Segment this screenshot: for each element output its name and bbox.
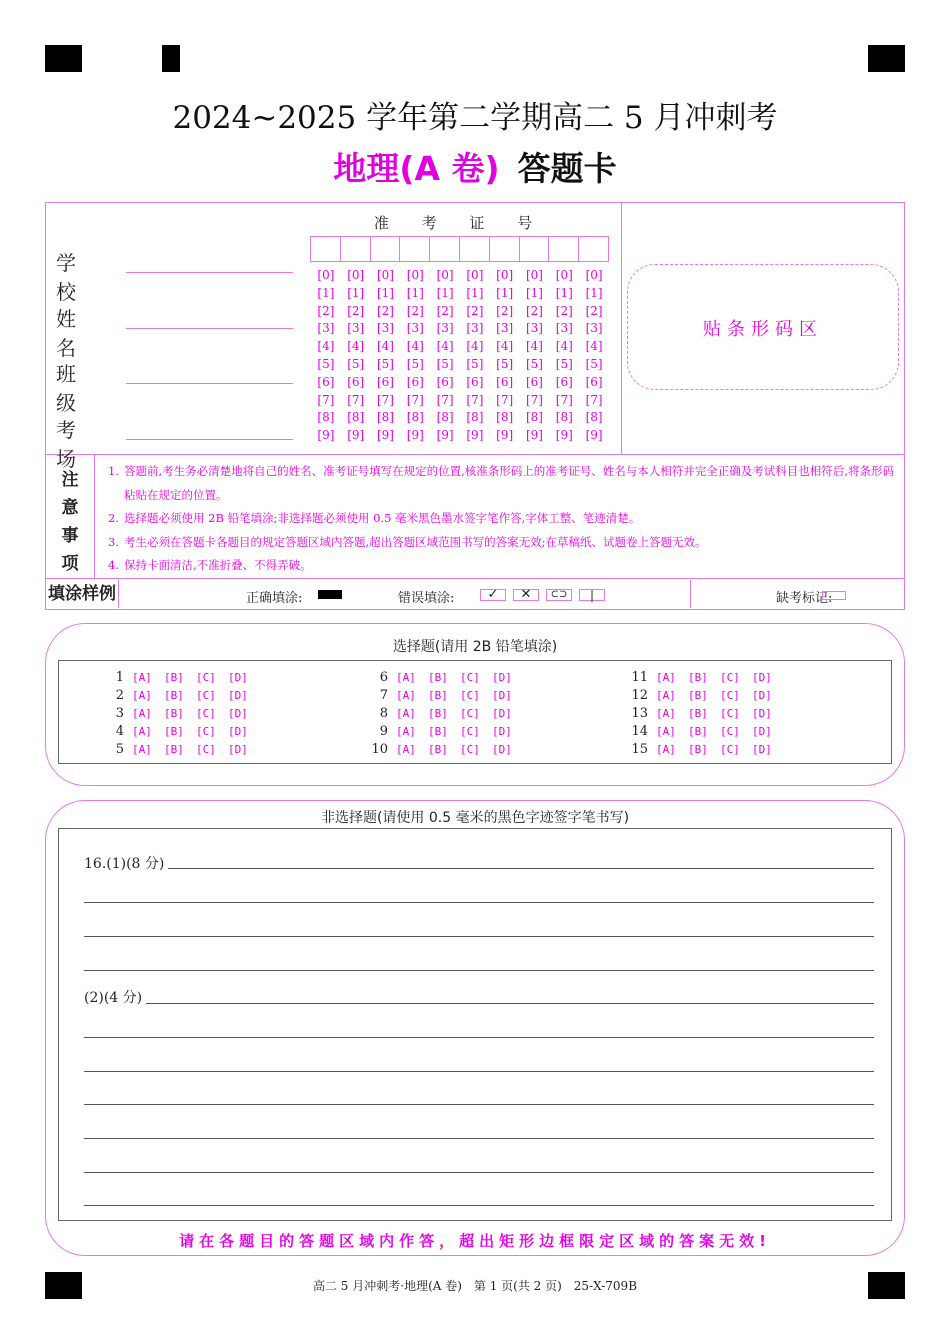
mcq-option-bubble[interactable]: [A] <box>656 706 676 720</box>
exam-id-bubble[interactable]: [4] <box>376 339 394 354</box>
mcq-question-number: 8 <box>379 705 388 721</box>
mcq-option-bubble[interactable]: [D] <box>228 725 248 739</box>
exam-id-bubble[interactable]: [4] <box>555 339 573 354</box>
exam-id-bubble[interactable]: [2] <box>317 303 335 318</box>
mcq-option-bubble[interactable]: [D] <box>492 725 512 739</box>
exam-id-digit-row <box>311 375 609 393</box>
barcode-label: 贴条形码区 <box>703 319 823 340</box>
exam-id-bubble[interactable]: [4] <box>496 339 514 354</box>
exam-id-bubble[interactable]: [0] <box>466 268 484 282</box>
notes-label-char: 项 <box>61 554 79 574</box>
exam-id-bubble[interactable]: [3] <box>466 321 484 336</box>
mcq-option-bubble[interactable]: [D] <box>492 688 512 702</box>
mcq-option-bubble[interactable]: [A] <box>132 706 152 720</box>
mcq-option-bubble[interactable]: [D] <box>752 743 772 757</box>
question-16-1-label: 16.(1)(8 分) <box>84 853 168 873</box>
wrong-fill-label: 错误填涂: <box>398 591 455 606</box>
mcq-question-row <box>100 704 260 722</box>
exam-id-bubble[interactable]: [2] <box>466 303 484 318</box>
note-index: 4. <box>108 558 119 572</box>
notes-label-char: 事 <box>61 526 79 546</box>
page-footer: 高二 5 月冲刺考·地理(A 卷) 第 1 页(共 2 页) 25-X-709B <box>312 1279 638 1293</box>
mcq-option-bubble[interactable]: [C] <box>720 706 740 720</box>
school-label: 学 校 <box>56 251 98 304</box>
registration-mark-top-center <box>162 45 180 72</box>
exam-id-bubble[interactable]: [2] <box>347 303 365 318</box>
exam-id-bubble[interactable]: [8] <box>436 410 454 425</box>
mcq-option-bubble[interactable]: [C] <box>460 725 480 739</box>
exam-id-bubble[interactable]: [5] <box>585 356 603 371</box>
exam-id-bubble[interactable]: [2] <box>555 303 573 318</box>
exam-id-digit-row <box>311 339 609 357</box>
mcq-option-bubble[interactable]: [B] <box>428 743 448 757</box>
exam-id-bubble[interactable]: [8] <box>376 410 394 425</box>
mcq-option-bubble[interactable]: [D] <box>492 670 512 684</box>
mcq-option-bubble[interactable]: [C] <box>196 743 216 757</box>
note-index: 1. <box>108 464 119 478</box>
exam-id-bubble[interactable]: [5] <box>555 356 573 371</box>
mcq-option-bubble[interactable]: [B] <box>428 725 448 739</box>
mcq-option-bubble[interactable]: [A] <box>656 688 676 702</box>
exam-id-bubble[interactable]: [9] <box>347 428 365 443</box>
exam-id-bubble[interactable]: [0] <box>496 268 514 282</box>
mcq-question-number: 1 <box>115 669 124 685</box>
mcq-option-bubble[interactable]: [B] <box>428 706 448 720</box>
mcq-option-bubble[interactable]: [A] <box>132 743 152 757</box>
exam-id-bubble[interactable]: [9] <box>436 428 454 443</box>
notes-label-char: 意 <box>61 498 79 518</box>
exam-id-digit-row <box>311 321 609 339</box>
answer-line[interactable] <box>84 1071 874 1072</box>
exam-id-bubble[interactable]: [9] <box>525 428 543 443</box>
mcq-option-bubble[interactable]: [C] <box>196 688 216 702</box>
mcq-question-row <box>100 668 260 686</box>
exam-id-bubble[interactable]: [4] <box>585 339 603 354</box>
exam-id-bubble[interactable]: [4] <box>436 339 454 354</box>
info-divider-middle <box>45 454 905 455</box>
exam-id-bubble[interactable]: [7] <box>555 392 573 407</box>
mcq-option-bubble[interactable]: [A] <box>396 725 416 739</box>
mcq-option-bubble[interactable]: [B] <box>164 670 184 684</box>
mcq-option-bubble[interactable]: [A] <box>132 725 152 739</box>
notes-list <box>108 460 898 578</box>
exam-id-bubble[interactable]: [9] <box>317 428 335 443</box>
exam-id-bubble[interactable]: [8] <box>466 410 484 425</box>
exam-id-bubble-grid[interactable] <box>311 268 609 446</box>
exam-id-bubble[interactable]: [6] <box>436 374 454 389</box>
exam-id-bubble[interactable]: [8] <box>496 410 514 425</box>
mcq-option-bubble[interactable]: [D] <box>492 706 512 720</box>
exam-id-bubble[interactable]: [4] <box>347 339 365 354</box>
exam-id-bubble[interactable]: [5] <box>525 356 543 371</box>
exam-id-bubble[interactable]: [6] <box>525 374 543 389</box>
mcq-option-bubble[interactable]: [A] <box>396 670 416 684</box>
mcq-option-bubble[interactable]: [D] <box>228 706 248 720</box>
exam-id-bubble[interactable]: [7] <box>347 392 365 407</box>
mcq-option-bubble[interactable]: [C] <box>460 706 480 720</box>
fill-sample-label: 填涂样例 <box>46 580 119 608</box>
exam-id-bubble[interactable]: [1] <box>585 285 603 300</box>
exam-id-bubble[interactable]: [5] <box>496 356 514 371</box>
mcq-option-bubble[interactable]: [D] <box>752 706 772 720</box>
exam-id-bubble[interactable]: [1] <box>466 285 484 300</box>
subject-name: 地理(A 卷) <box>333 149 500 188</box>
exam-id-bubble[interactable]: [2] <box>525 303 543 318</box>
exam-id-bubble[interactable]: [1] <box>496 285 514 300</box>
exam-id-bubble[interactable]: [9] <box>496 428 514 443</box>
mcq-option-bubble[interactable]: [C] <box>720 725 740 739</box>
wrong-fill-circle-icon: ⊂⊃ <box>546 589 572 601</box>
exam-id-digit-row <box>311 304 609 322</box>
mcq-option-bubble[interactable]: [A] <box>132 670 152 684</box>
exam-id-bubble[interactable]: [3] <box>317 321 335 336</box>
mcq-option-bubble[interactable]: [C] <box>460 688 480 702</box>
mcq-question-row <box>100 686 260 704</box>
exam-id-bubble[interactable]: [1] <box>555 285 573 300</box>
mcq-option-bubble[interactable]: [B] <box>164 725 184 739</box>
mcq-question-number: 4 <box>115 724 124 740</box>
fill-sample-row <box>46 580 904 608</box>
info-divider-lower <box>45 578 905 579</box>
mcq-question-number: 2 <box>115 687 124 703</box>
absent-section-divider <box>690 580 691 608</box>
exam-id-bubble[interactable]: [9] <box>466 428 484 443</box>
mcq-option-bubble[interactable]: [D] <box>492 743 512 757</box>
exam-id-bubble[interactable]: [6] <box>406 374 424 389</box>
exam-id-bubble[interactable]: [9] <box>376 428 394 443</box>
exam-id-bubble[interactable]: [7] <box>406 392 424 407</box>
exam-id-bubble[interactable]: [4] <box>406 339 424 354</box>
exam-id-bubble[interactable]: [7] <box>376 392 394 407</box>
note-text: 保持卡面清洁,不准折叠、不得弄破。 <box>124 558 312 572</box>
class-field[interactable] <box>56 358 126 416</box>
registration-mark-top-right <box>868 45 905 72</box>
answer-line[interactable] <box>84 1138 874 1139</box>
exam-id-bubble[interactable]: [3] <box>406 321 424 336</box>
mcq-option-bubble[interactable]: [A] <box>132 688 152 702</box>
card-label: 答题卡 <box>517 149 617 188</box>
exam-id-bubble[interactable]: [0] <box>585 268 603 282</box>
mcq-option-bubble[interactable]: [C] <box>196 670 216 684</box>
mcq-option-bubble[interactable]: [B] <box>688 688 708 702</box>
exam-id-bubble[interactable]: [7] <box>496 392 514 407</box>
wrong-fill-bar-icon: | <box>579 589 605 601</box>
exam-id-bubble[interactable]: [8] <box>585 410 603 425</box>
note-item <box>108 554 898 578</box>
mcq-option-bubble[interactable]: [B] <box>428 670 448 684</box>
mcq-option-bubble[interactable]: [B] <box>164 688 184 702</box>
exam-id-bubble[interactable]: [4] <box>525 339 543 354</box>
exam-id-bubble[interactable]: [5] <box>347 356 365 371</box>
question-16-2-label: (2)(4 分) <box>84 987 146 1007</box>
exam-id-digit-row <box>311 428 609 446</box>
exam-id-bubble[interactable]: [4] <box>317 339 335 354</box>
mcq-option-bubble[interactable]: [C] <box>720 688 740 702</box>
exam-id-bubble[interactable]: [8] <box>406 410 424 425</box>
note-item <box>108 531 898 555</box>
exam-id-bubble[interactable]: [4] <box>466 339 484 354</box>
wrong-fill-cross-icon: ✕ <box>513 589 539 601</box>
exam-id-bubble[interactable]: [2] <box>376 303 394 318</box>
correct-fill-label: 正确填涂: <box>246 591 303 606</box>
exam-id-digit-row <box>311 410 609 428</box>
exam-id-bubble[interactable]: [0] <box>406 268 424 282</box>
exam-id-bubble[interactable]: [7] <box>525 392 543 407</box>
written-title: 非选择题(请使用 0.5 毫米的黑色字迹签字笔书写) <box>320 810 630 826</box>
exam-id-bubble[interactable]: [9] <box>555 428 573 443</box>
mcq-question-row <box>364 686 524 704</box>
mcq-question-row <box>100 723 260 741</box>
mcq-question-number: 6 <box>379 669 388 685</box>
answer-line[interactable] <box>84 1205 874 1206</box>
notes-label <box>46 455 95 578</box>
exam-id-bubble[interactable]: [7] <box>317 392 335 407</box>
answer-line[interactable] <box>84 868 874 869</box>
exam-id-bubble[interactable]: [9] <box>406 428 424 443</box>
exam-id-bubble[interactable]: [3] <box>525 321 543 336</box>
exam-id-bubble[interactable]: [7] <box>585 392 603 407</box>
mcq-question-row <box>364 723 524 741</box>
mcq-option-bubble[interactable]: [D] <box>228 688 248 702</box>
exam-id-bubble[interactable]: [7] <box>436 392 454 407</box>
exam-id-bubble[interactable]: [0] <box>376 268 394 282</box>
exam-id-bubble[interactable]: [0] <box>555 268 573 282</box>
mcq-option-bubble[interactable]: [C] <box>720 670 740 684</box>
wrong-fill-check-icon: ✓ <box>480 589 506 601</box>
exam-id-bubble[interactable]: [7] <box>466 392 484 407</box>
mcq-question-number: 3 <box>115 705 124 721</box>
mcq-question-row <box>364 704 524 722</box>
mcq-option-bubble[interactable]: [A] <box>656 725 676 739</box>
mcq-option-bubble[interactable]: [B] <box>688 670 708 684</box>
mcq-column <box>624 668 784 759</box>
page-title: 2024~2025 学年第二学期高二 5 月冲刺考 <box>172 100 778 136</box>
exam-id-bubble[interactable]: [6] <box>496 374 514 389</box>
mcq-option-bubble[interactable]: [D] <box>752 670 772 684</box>
exam-id-bubble[interactable]: [3] <box>436 321 454 336</box>
exam-id-boxes[interactable] <box>311 236 609 262</box>
answer-line[interactable] <box>84 936 874 937</box>
mcq-option-bubble[interactable]: [C] <box>196 725 216 739</box>
class-label: 班 级 <box>56 362 98 415</box>
mcq-option-bubble[interactable]: [A] <box>656 670 676 684</box>
exam-id-bubble[interactable]: [9] <box>585 428 603 443</box>
registration-mark-top-left <box>45 45 82 72</box>
note-text: 考生必须在答题卡各题目的规定答题区域内答题,超出答题区域范围书写的答案无效;在草稿纸、试题卷上答题无效。 <box>124 534 707 549</box>
exam-id-bubble[interactable]: [6] <box>347 374 365 389</box>
mcq-question-number: 14 <box>631 724 648 740</box>
mcq-option-bubble[interactable]: [A] <box>396 688 416 702</box>
exam-id-bubble[interactable]: [6] <box>585 374 603 389</box>
note-item <box>108 460 898 507</box>
mcq-option-bubble[interactable]: [D] <box>752 725 772 739</box>
written-answer-box <box>58 828 892 1221</box>
mcq-question-number: 5 <box>115 742 124 758</box>
mcq-question-number: 15 <box>631 742 648 758</box>
answer-line[interactable] <box>84 1003 874 1004</box>
mcq-option-bubble[interactable]: [D] <box>228 743 248 757</box>
note-index: 3. <box>108 534 119 549</box>
mcq-question-number: 9 <box>379 724 388 740</box>
exam-id-bubble[interactable]: [1] <box>406 285 424 300</box>
barcode-column-divider <box>621 202 622 455</box>
note-index: 2. <box>108 511 119 525</box>
mcq-option-bubble[interactable]: [C] <box>196 706 216 720</box>
mcq-option-bubble[interactable]: [B] <box>428 688 448 702</box>
exam-id-bubble[interactable]: [0] <box>525 268 543 282</box>
exam-id-bubble[interactable]: [3] <box>555 321 573 336</box>
mcq-question-row <box>364 668 524 686</box>
exam-id-bubble[interactable]: [0] <box>347 268 365 282</box>
exam-id-bubble[interactable]: [5] <box>466 356 484 371</box>
exam-id-bubble[interactable]: [3] <box>347 321 365 336</box>
mcq-question-row <box>100 741 260 759</box>
exam-id-bubble[interactable]: [3] <box>585 321 603 336</box>
mcq-column <box>364 668 524 759</box>
mcq-question-row <box>624 704 784 722</box>
exam-id-bubble[interactable]: [5] <box>376 356 394 371</box>
exam-id-bubble[interactable]: [1] <box>436 285 454 300</box>
mcq-option-bubble[interactable]: [C] <box>460 743 480 757</box>
mcq-option-bubble[interactable]: [D] <box>752 688 772 702</box>
mcq-option-bubble[interactable]: [B] <box>164 743 184 757</box>
mcq-option-bubble[interactable]: [C] <box>460 670 480 684</box>
exam-id-bubble[interactable]: [1] <box>347 285 365 300</box>
mcq-question-number: 10 <box>371 742 388 758</box>
mcq-option-bubble[interactable]: [A] <box>656 743 676 757</box>
mcq-question-row <box>364 741 524 759</box>
absent-mark-label: 缺考标记: <box>776 591 833 606</box>
exam-id-bubble[interactable]: [6] <box>555 374 573 389</box>
exam-id-bubble[interactable]: [2] <box>585 303 603 318</box>
room-label: 考 场 <box>56 418 98 471</box>
mcq-option-bubble[interactable]: [D] <box>228 670 248 684</box>
mcq-option-bubble[interactable]: [C] <box>720 743 740 757</box>
name-field[interactable] <box>56 303 126 361</box>
exam-id-bubble[interactable]: [6] <box>317 374 335 389</box>
answer-line[interactable] <box>84 1037 874 1038</box>
exam-id-bubble[interactable]: [6] <box>376 374 394 389</box>
exam-id-bubble[interactable]: [1] <box>376 285 394 300</box>
exam-id-bubble[interactable]: [3] <box>496 321 514 336</box>
answer-line[interactable] <box>84 970 874 971</box>
answer-line[interactable] <box>84 1172 874 1173</box>
school-field[interactable] <box>56 247 126 305</box>
exam-id-digit-row <box>311 286 609 304</box>
exam-id-bubble[interactable]: [0] <box>317 268 335 282</box>
exam-id-bubble[interactable]: [3] <box>376 321 394 336</box>
absent-mark-box[interactable] <box>822 591 846 600</box>
mcq-question-number: 13 <box>631 705 648 721</box>
exam-id-bubble[interactable]: [2] <box>406 303 424 318</box>
note-item <box>108 507 898 531</box>
exam-id-bubble[interactable]: [5] <box>436 356 454 371</box>
mcq-question-row <box>624 668 784 686</box>
exam-id-bubble[interactable]: [2] <box>496 303 514 318</box>
exam-id-digit-row <box>311 357 609 375</box>
mcq-option-bubble[interactable]: [A] <box>396 743 416 757</box>
exam-id-bubble[interactable]: [1] <box>525 285 543 300</box>
exam-id-bubble[interactable]: [5] <box>406 356 424 371</box>
exam-id-bubble[interactable]: [1] <box>317 285 335 300</box>
mcq-question-number: 12 <box>631 687 648 703</box>
exam-id-label: 准 考 证 号 <box>373 214 547 232</box>
mcq-question-row <box>624 686 784 704</box>
exam-id-bubble[interactable]: [6] <box>466 374 484 389</box>
mcq-question-number: 7 <box>379 687 388 703</box>
mcq-option-bubble[interactable]: [A] <box>396 706 416 720</box>
mcq-question-row <box>624 723 784 741</box>
exam-id-bubble[interactable]: [2] <box>436 303 454 318</box>
name-label: 姓 名 <box>56 307 98 360</box>
exam-id-bubble[interactable]: [0] <box>436 268 454 282</box>
answer-line[interactable] <box>84 1104 874 1105</box>
mcq-title: 选择题(请用 2B 铅笔填涂) <box>392 639 558 655</box>
boundary-warning: 请在各题目的答题区域内作答，超出矩形边框限定区域的答案无效! <box>179 1232 771 1250</box>
mcq-column <box>100 668 260 759</box>
answer-line[interactable] <box>84 902 874 903</box>
mcq-option-bubble[interactable]: [B] <box>688 725 708 739</box>
exam-id-bubble[interactable]: [8] <box>525 410 543 425</box>
barcode-area <box>627 264 899 390</box>
mcq-question-row <box>624 741 784 759</box>
correct-fill-mark <box>318 590 342 599</box>
page-subtitle <box>0 143 950 190</box>
exam-id-bubble[interactable]: [8] <box>347 410 365 425</box>
mcq-option-bubble[interactable]: [B] <box>688 743 708 757</box>
exam-id-bubble[interactable]: [5] <box>317 356 335 371</box>
mcq-option-bubble[interactable]: [B] <box>164 706 184 720</box>
note-text: 选择题必须使用 2B 铅笔填涂;非选择题必须使用 0.5 毫米黑色墨水签字笔作答,字体工整、笔迹清楚。 <box>124 511 641 525</box>
note-text: 答题前,考生务必清楚地将自己的姓名、准考证号填写在规定的位置,核准条形码上的准考证号、姓名与本人相符并完全正确及考试科目也相符后,将条形码粘贴在规定的位置。 <box>124 464 894 502</box>
mcq-question-number: 11 <box>631 669 648 685</box>
exam-id-bubble[interactable]: [8] <box>317 410 335 425</box>
mcq-option-bubble[interactable]: [B] <box>688 706 708 720</box>
exam-id-digit-row <box>311 393 609 411</box>
exam-id-digit-row <box>311 268 609 286</box>
exam-id-bubble[interactable]: [8] <box>555 410 573 425</box>
notes-label-char: 注 <box>61 470 79 490</box>
